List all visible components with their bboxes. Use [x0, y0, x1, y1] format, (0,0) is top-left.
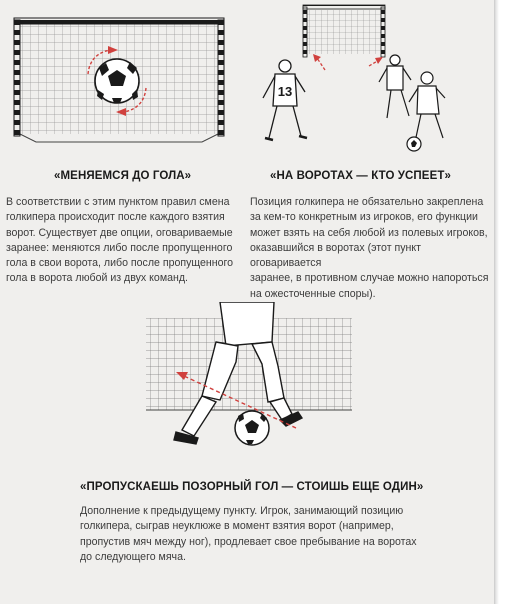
arrow-icon [313, 54, 383, 70]
soccer-ball-icon [235, 411, 269, 445]
player-icon [263, 60, 307, 140]
player-icon [409, 72, 445, 142]
section-heading: «НА ВОРОТАХ — КТО УСПЕЕТ» [270, 170, 451, 182]
section-heading: «МЕНЯЕМСЯ ДО ГОЛА» [54, 170, 192, 182]
soccer-ball-icon [407, 137, 421, 151]
soccer-ball-icon [95, 59, 139, 103]
page-edge-shadow [494, 0, 505, 604]
section-body: Дополнение к предыдущему пункту. Игрок, занимающий позицию голкипера, сыграв неуклюже в момент взятия ворот (например, пропустив мяч между ног), продлевает свое пребывание на воротах до следующего мяча. [80, 505, 417, 563]
section-body: Позиция голкипера не обязательно закреплена за кем-то конкретным из игроков, его функции может взять на себя любой из полевых игроков, оказавшийся в воротах (этот пункт оговаривается заранее, в противном случае можно напороться на ожесточенные споры). [250, 196, 489, 300]
goal-net-icon [303, 5, 385, 57]
player-number: 13 [277, 84, 293, 99]
goal-change-illustration [6, 10, 234, 150]
nutmeg-goal-illustration [142, 302, 356, 460]
section-heading: «ПРОПУСКАЕШЬ ПОЗОРНЫЙ ГОЛ — СТОИШЬ ЕЩЕ ОДИН» [80, 481, 424, 493]
player-icon [379, 55, 411, 118]
section-body: В соответствии с этим пунктом правил смена голкипера происходит после каждого взятия ворот. Существует две опции, оговариваемые заранее: меняются либо после пропущенного гола в свои ворота, либо после пропущенного гола в ворота любой из двух команд. [6, 196, 233, 285]
race-to-goal-illustration [255, 2, 455, 152]
